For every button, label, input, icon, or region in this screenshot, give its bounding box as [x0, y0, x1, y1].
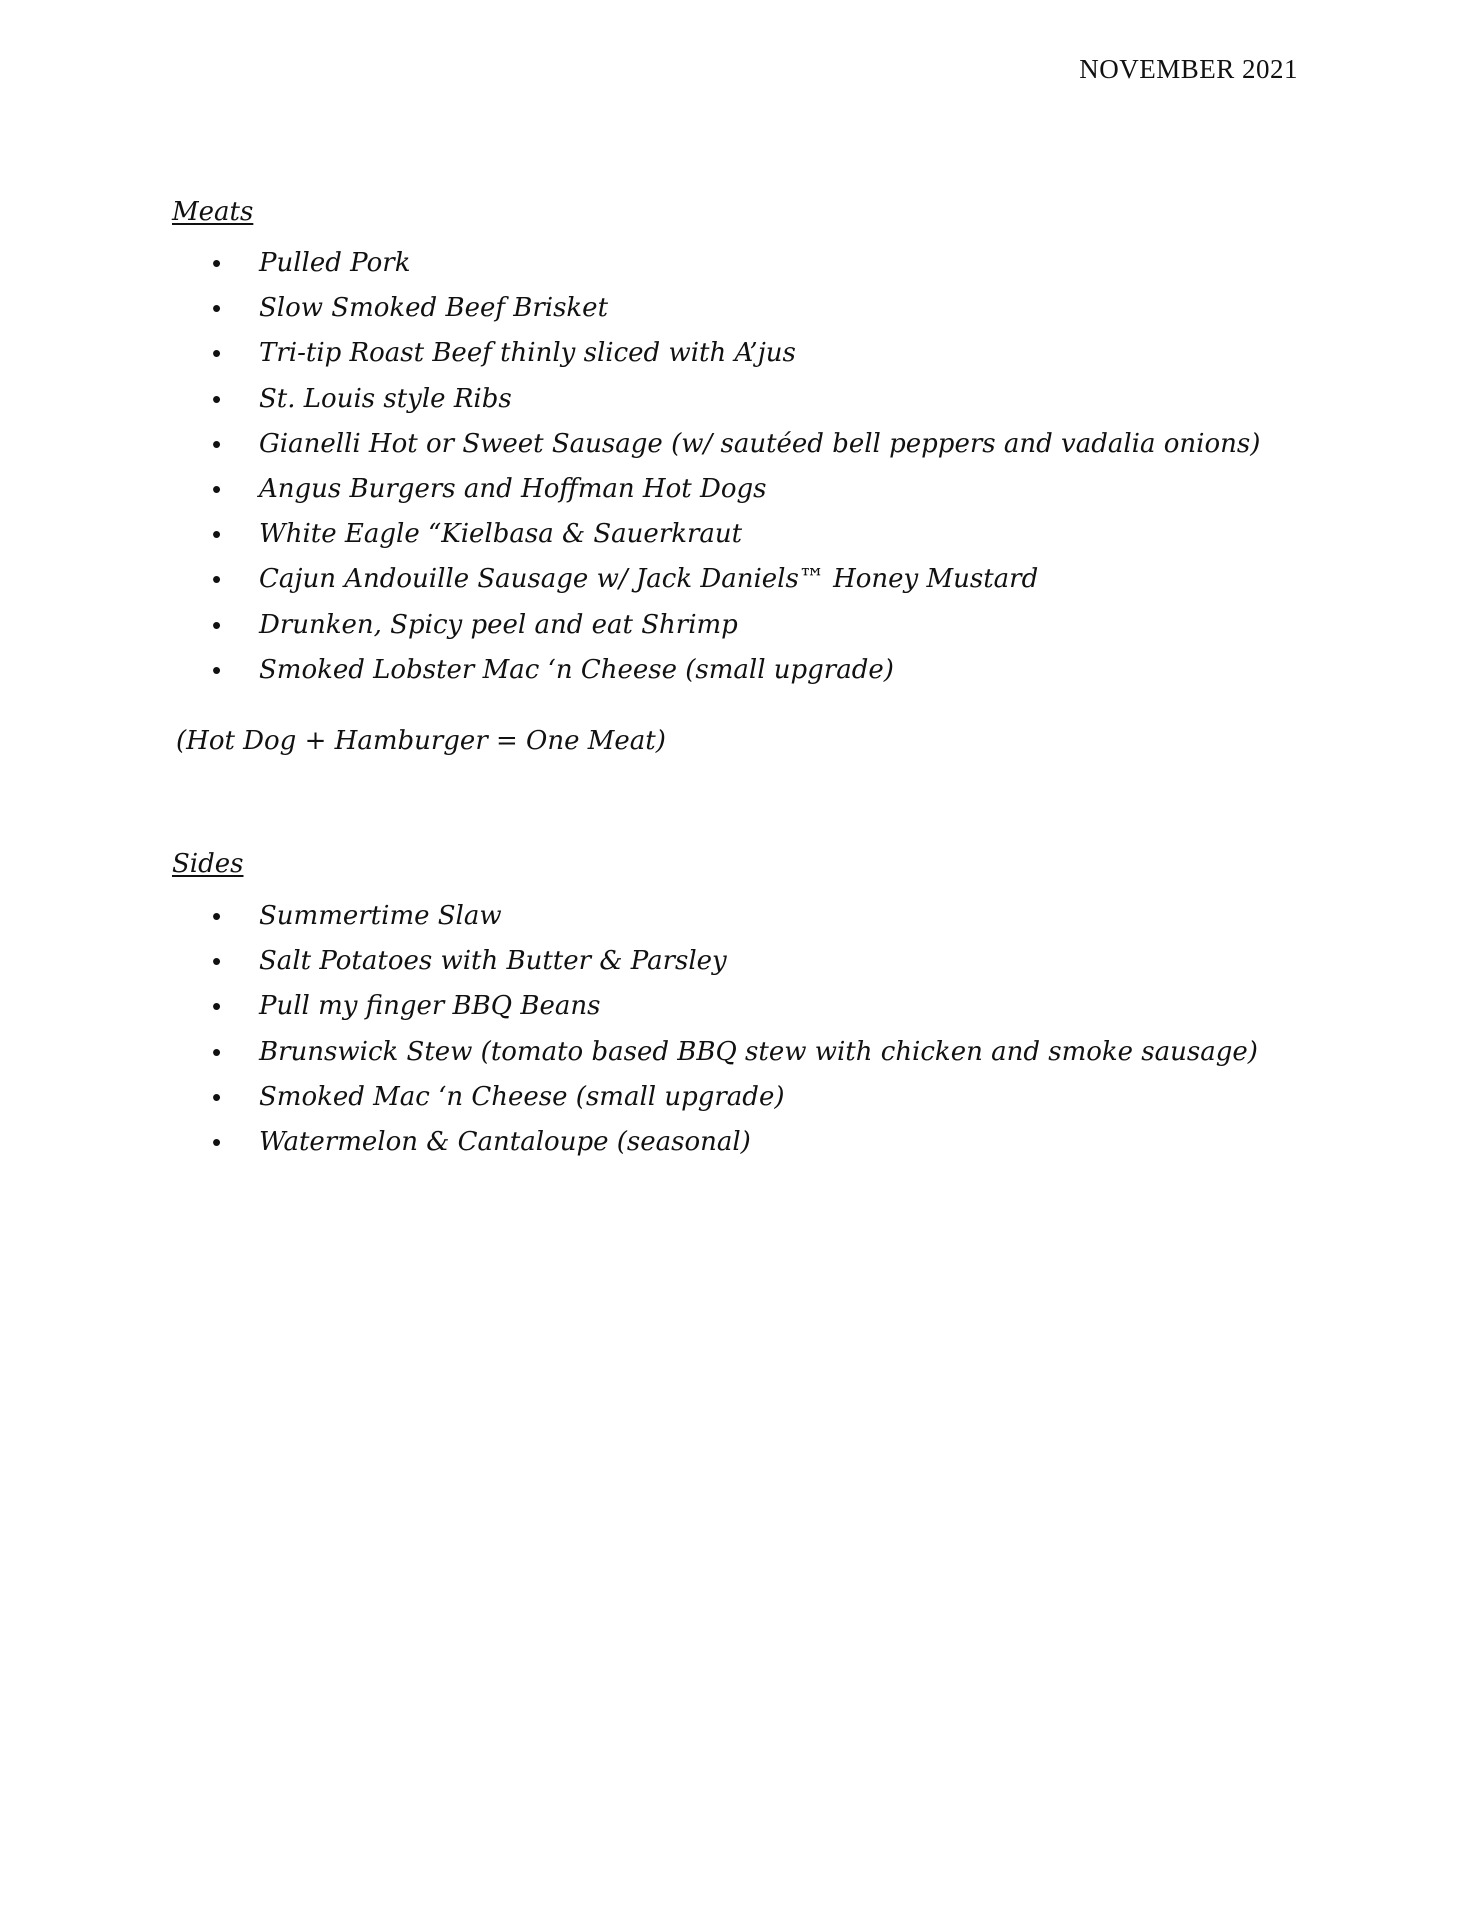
bullet-icon: • — [212, 901, 222, 931]
list-item — [0, 244, 1300, 289]
list-item — [0, 425, 1300, 470]
list-item — [0, 289, 1300, 334]
list-item — [0, 515, 1300, 560]
list-item — [0, 606, 1300, 651]
meat-item-text: Pulled Pork — [259, 248, 411, 278]
list-item — [0, 334, 1300, 379]
meat-item-text: Drunken, Spicy peel and eat Shrimp — [259, 609, 738, 640]
meats-note: (Hot Dog + Hamburger = One Meat) — [176, 726, 666, 756]
sides-list — [0, 897, 1300, 1168]
bullet-icon: • — [212, 946, 222, 977]
side-item-text: Pull my finger BBQ Beans — [259, 991, 601, 1022]
list-item — [0, 1078, 1300, 1123]
page-date: NOVEMBER 2021 — [1079, 54, 1298, 84]
bullet-icon: • — [212, 1036, 222, 1067]
bullet-icon: • — [212, 609, 222, 640]
side-item-text: Brunswick Stew (tomato based BBQ stew with chicken and smoke sausage) — [259, 1036, 1258, 1067]
bullet-icon: • — [212, 1081, 222, 1112]
meats-heading: Meats — [172, 197, 254, 227]
bullet-icon: • — [212, 338, 222, 369]
meats-list — [0, 244, 1300, 696]
meat-item-text: Gianelli Hot or Sweet Sausage (w/ sautéed bell peppers and vadalia onions) — [259, 428, 1261, 459]
list-item — [0, 651, 1300, 696]
meat-item-text: Angus Burgers and Hoffman Hot Dogs — [259, 473, 767, 504]
list-item — [0, 470, 1300, 515]
meat-item-text: White Eagle “Kielbasa & Sauerkraut — [259, 519, 743, 550]
side-item-text: Summertime Slaw — [259, 901, 502, 931]
bullet-icon: • — [212, 293, 222, 324]
meat-item-text: Slow Smoked Beef Brisket — [259, 293, 609, 324]
bullet-icon: • — [212, 428, 222, 459]
bullet-icon: • — [212, 564, 222, 595]
list-item — [0, 1123, 1300, 1168]
meat-item-text: Cajun Andouille Sausage w/ Jack Daniels™ Honey Mustard — [259, 564, 1039, 595]
bullet-icon: • — [212, 473, 222, 504]
list-item — [0, 897, 1300, 942]
list-item — [0, 987, 1300, 1032]
side-item-text: Smoked Mac ‘n Cheese (small upgrade) — [259, 1081, 785, 1112]
meat-item-text: Smoked Lobster Mac ‘n Cheese (small upgrade) — [259, 654, 894, 685]
bullet-icon: • — [212, 248, 222, 278]
bullet-icon: • — [212, 1126, 222, 1157]
list-item — [0, 1033, 1300, 1078]
side-item-text: Salt Potatoes with Butter & Parsley — [259, 946, 727, 977]
bullet-icon: • — [212, 519, 222, 550]
meat-item-text: St. Louis style Ribs — [259, 383, 512, 414]
bullet-icon: • — [212, 383, 222, 414]
bullet-icon: • — [212, 654, 222, 685]
sides-heading: Sides — [172, 849, 244, 879]
list-item — [0, 560, 1300, 605]
bullet-icon: • — [212, 991, 222, 1022]
list-item — [0, 942, 1300, 987]
side-item-text: Watermelon & Cantaloupe (seasonal) — [259, 1126, 751, 1157]
list-item — [0, 380, 1300, 425]
meat-item-text: Tri-tip Roast Beef thinly sliced with A’jus — [259, 338, 796, 369]
